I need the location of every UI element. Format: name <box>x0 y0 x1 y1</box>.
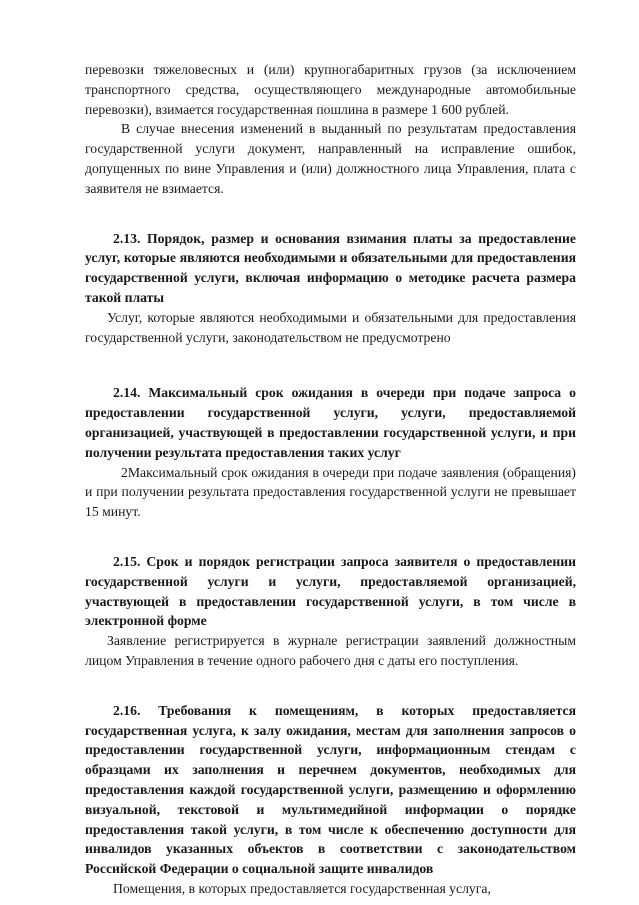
section-heading: 2.14. Максимальный срок ожидания в очереди при подаче запроса о предоставлении государственной услуги, услуги, предоставляемой организацией, участвующей в предоставлении государственной услуги, и при получении результата предоставления таких услуг <box>85 385 576 460</box>
section-body: Помещения, в которых предоставляется государственная услуга, <box>113 880 491 896</box>
section-2-14 <box>85 383 576 522</box>
section-heading: 2.16. Требования к помещениям, в которых предоставляется государственная услуга, к залу ожидания, местам для заполнения запросов о предоставлении государственной услуги, информационным стендам с образцами их заполнения и перечнем документов, необходимых для предоставления каждой государственной услуги, размещению и оформлению визуальной, текстовой и мультимедийной информации о порядке предоставления такой услуги, в том числе к обеспечению доступности для инвалидов указанных объектов в соответствии с законодательством Российской Федерации о социальной защите инвалидов <box>85 702 576 877</box>
section-body: 2Максимальный срок ожидания в очереди при подаче заявления (обращения) и при получении результата предоставления государственной услуги не превышает 15 минут. <box>85 464 576 520</box>
section-2-16 <box>85 701 576 899</box>
intro-note-paragraph: В случае внесения изменений в выданный по результатам предоставления государственной услуги документ, направленный на исправление ошибок, допущенных по вине Управления и (или) должностного лица Управления, плата с заявителя не взимается. <box>85 121 576 196</box>
section-2-15 <box>85 552 576 671</box>
section-heading: 2.15. Срок и порядок регистрации запроса заявителя о предоставлении государственной услуги и услуги, предоставляемой организацией, участвующей в предоставлении государственной услуги, в том числе в электронной форме <box>85 553 576 629</box>
intro-paragraph: перевозки тяжеловесных и (или) крупногабаритных грузов (за исключением транспортного средства, осуществляющего международные автомобильные перевозки), взимается государственная пошлина в размере 1 600 рублей. <box>85 62 576 117</box>
section-heading: 2.13. Порядок, размер и основания взимания платы за предоставление услуг, которые являются необходимыми и обязательными для предоставления государственной услуги, включая информацию о методике расчета размера такой платы <box>85 230 576 305</box>
section-2-13 <box>85 229 576 348</box>
section-body: Услуг, которые являются необходимыми и обязательными для предоставления государственной услуги, законодательством не предусмотрено <box>85 309 576 345</box>
section-body: Заявление регистрируется в журнале регистрации заявлений должностным лицом Управления в течение одного рабочего дня с даты его поступления. <box>85 633 576 668</box>
